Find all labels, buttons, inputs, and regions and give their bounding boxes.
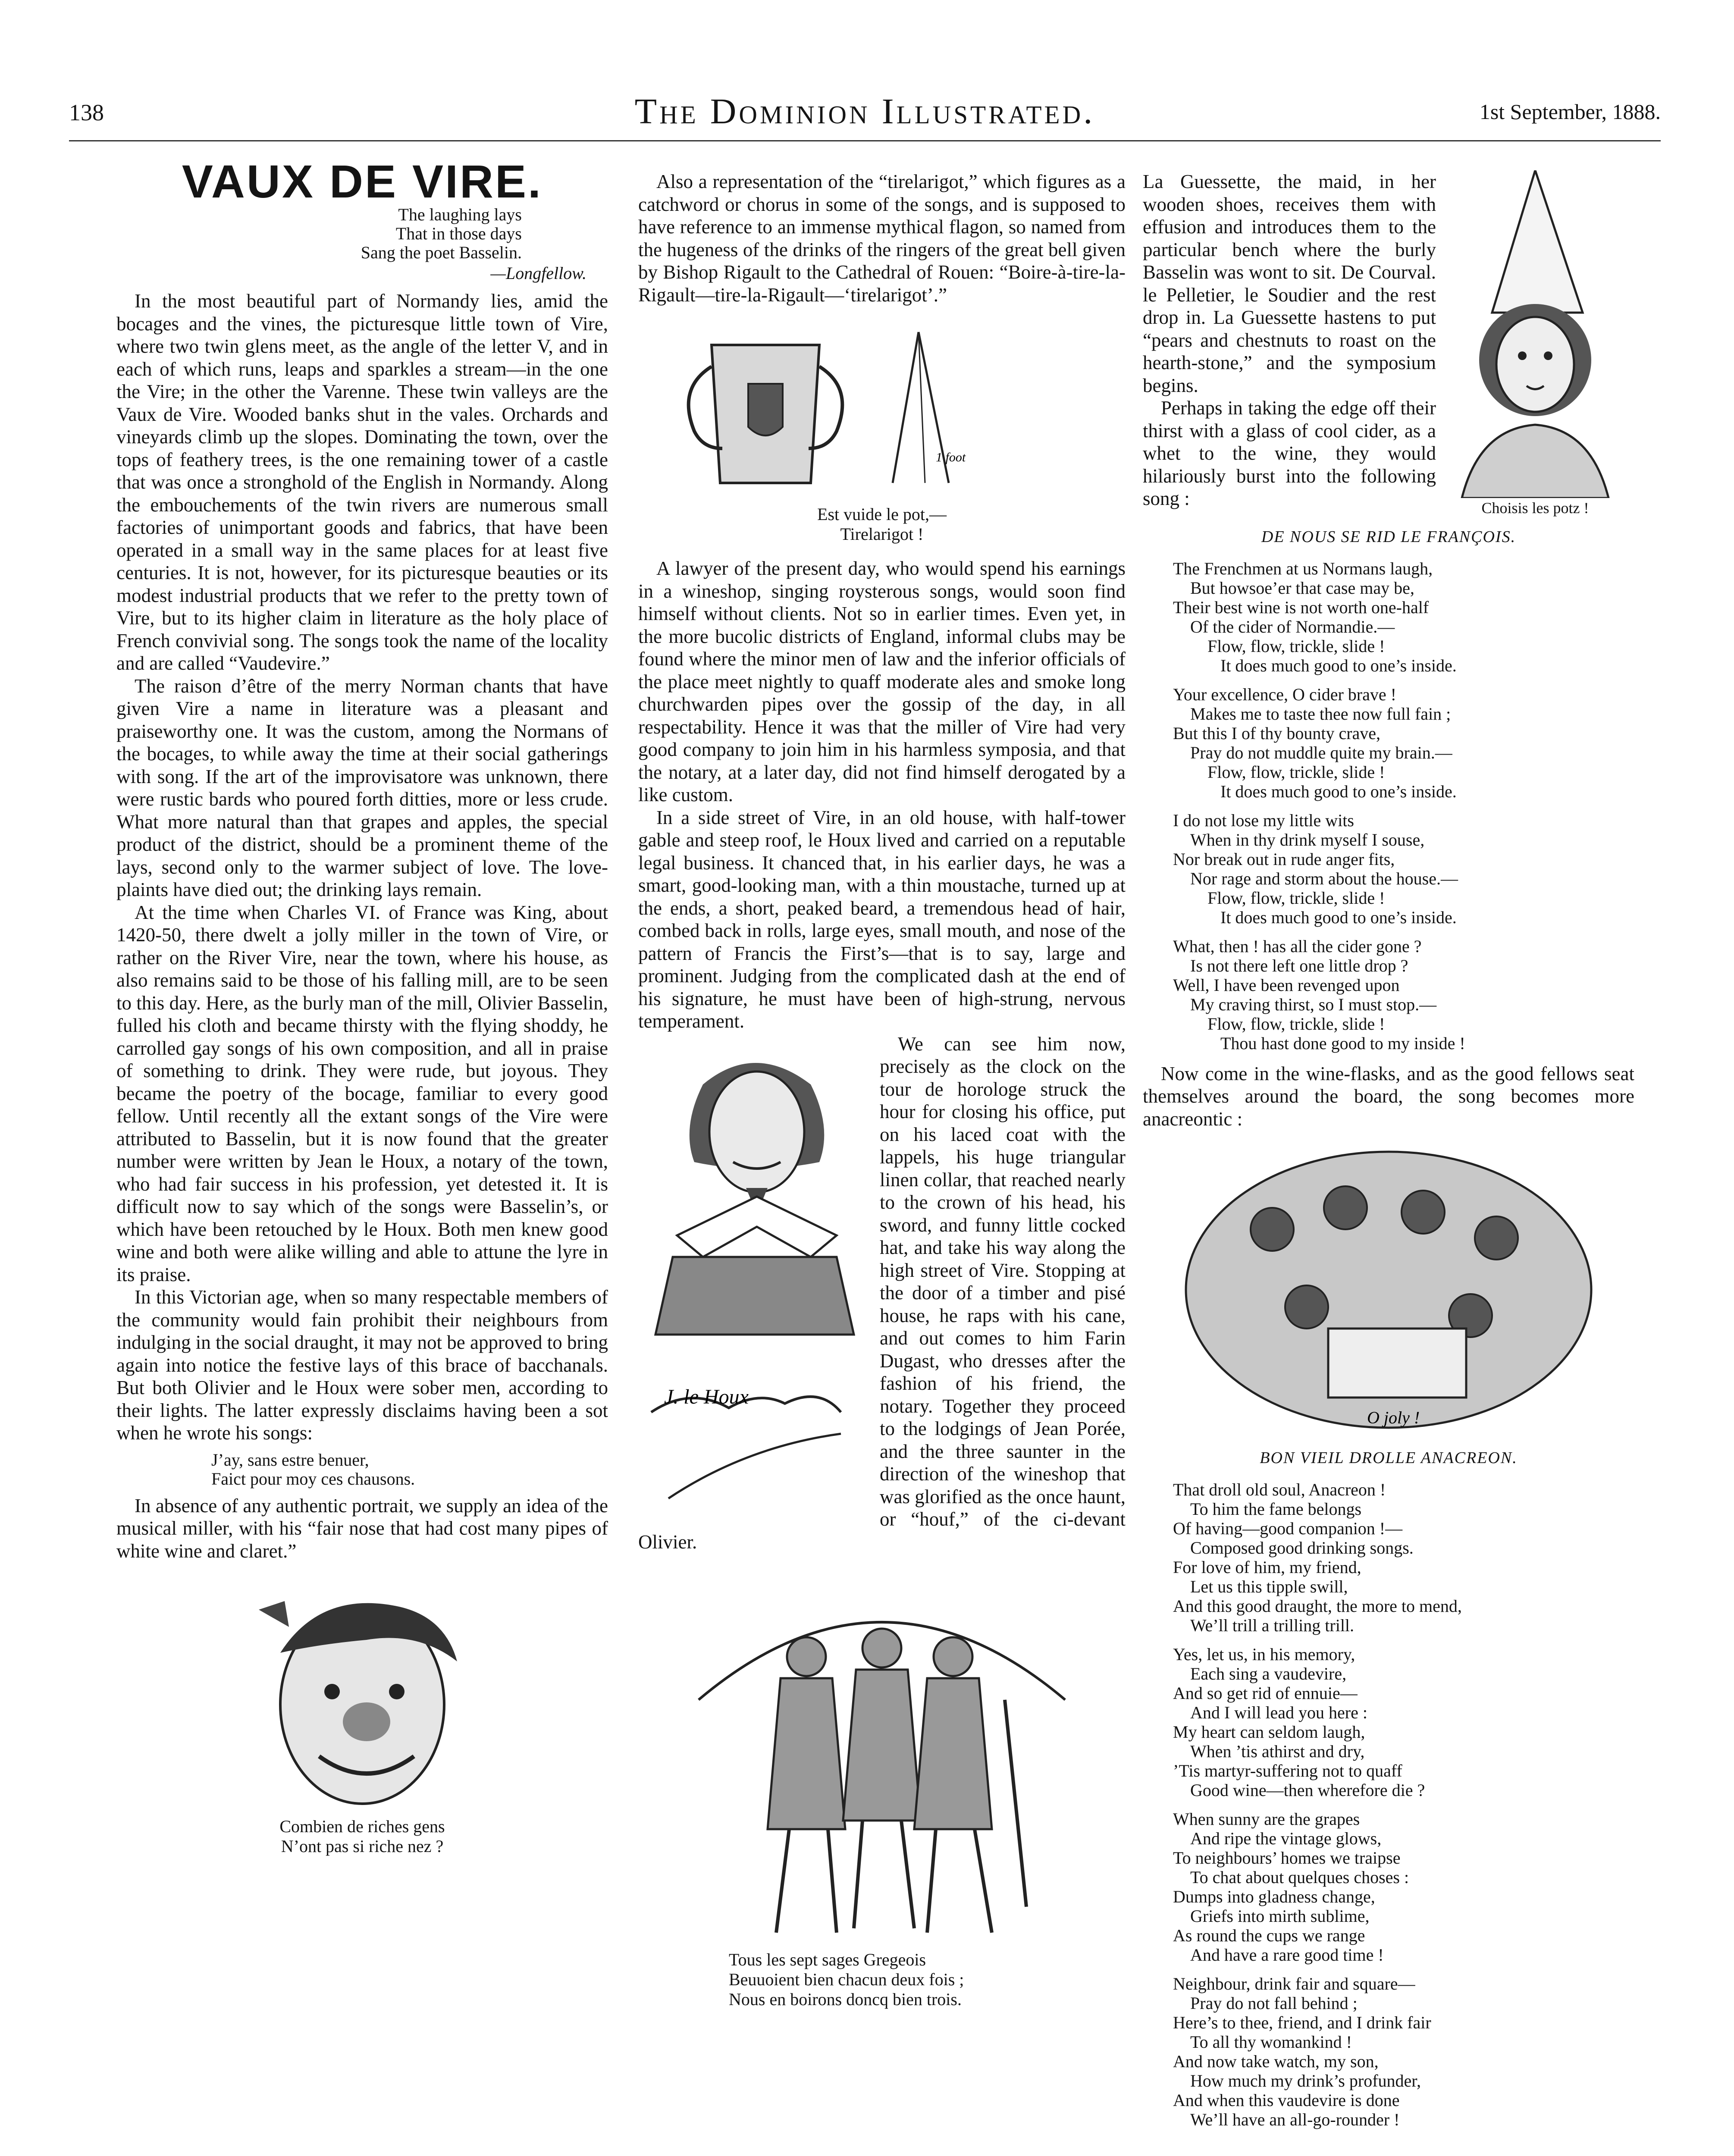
drinkers-label: O joly ! (1367, 1408, 1420, 1427)
paragraph: The raison d’être of the merry Norman chants that have given Vire a name in literature was a pleasant and praiseworthy one. It was the custom, among the Normans of the bocages, to while away the time at their social gatherings with song. If the art of the improvisatore was unknown, there were rustic bards who poured forth ditties, more or less crude. What more natural than that grapes and apples, the special product of the district, should be a prominent theme of the lays, second only to the warmer subject of love. The love-plaints have died out; the drinking lays remain. (116, 675, 608, 900)
verse-line: Dumps into gladness change, (1173, 1887, 1375, 1906)
issue-date: 1st September, 1888. (1479, 100, 1661, 124)
verse-line: When in thy drink myself I souse, (1190, 830, 1425, 849)
miller-caption (116, 1817, 608, 1856)
song-title: DE NOUS SE RID LE FRANÇOIS. (1261, 528, 1516, 546)
paragraph: In absence of any authentic portrait, we supply an idea of the musical miller, with his “fair nose that had cost many pipes of white wine and claret.” (116, 1495, 608, 1562)
stanza (1173, 559, 1634, 675)
verse-line: As round the cups we range (1173, 1925, 1365, 1945)
verse-line: Flow, flow, trickle, slide ! (1207, 1014, 1385, 1034)
tirelarigot-caption (638, 505, 1126, 544)
verse-line: Of having—good companion !— (1173, 1518, 1403, 1538)
three-friends-illustration (638, 1570, 1126, 1950)
verse-line: Pray do not fall behind ; (1190, 1993, 1358, 2013)
verse-line: When sunny are the grapes (1173, 1809, 1360, 1829)
verse-line: Well, I have been revenged upon (1173, 975, 1400, 995)
verse-line: We’ll have an all-go-rounder ! (1190, 2109, 1400, 2129)
verse-line: That droll old soul, Anacreon ! (1173, 1479, 1386, 1499)
maid-caption: Choisis les potz ! (1481, 499, 1589, 517)
verse-line: ’Tis martyr-suffering not to quaff (1173, 1761, 1402, 1780)
verse-line: And so get rid of ennuie— (1173, 1683, 1358, 1703)
verse-line: But this I of thy bounty crave, (1173, 723, 1381, 743)
verse-line: But howsoe’er that case may be, (1190, 578, 1414, 598)
verse-line: And I will lead you here : (1190, 1702, 1367, 1722)
verse-line: Each sing a vaudevire, (1190, 1664, 1347, 1683)
verse-line: Nor break out in rude anger fits, (1173, 849, 1395, 869)
page-number: 138 (69, 100, 104, 125)
maid-illustration (1436, 170, 1634, 515)
verse-line: To neighbours’ homes we traipse (1173, 1848, 1401, 1868)
verse-line: Griefs into mirth sublime, (1190, 1906, 1370, 1926)
verse-line: How much my drink’s profunder, (1190, 2071, 1421, 2090)
verse-line: To chat about quelques choses : (1190, 1867, 1409, 1887)
verse-line: To him the fame belongs (1190, 1499, 1362, 1519)
verse-line: Flow, flow, trickle, slide ! (1207, 636, 1385, 656)
epigraph-line: The laughing lays (398, 204, 522, 224)
quote-line: Faict pour moy ces chausons. (211, 1469, 415, 1489)
verse-line: My craving thirst, so I must stop.— (1190, 994, 1437, 1014)
stanza (1173, 1480, 1634, 1635)
page-header (69, 91, 1661, 138)
stanza (1173, 1974, 1634, 2129)
verse-line: It does much good to one’s inside. (1220, 907, 1457, 927)
verse-line: Pray do not muddle quite my brain.— (1190, 743, 1452, 762)
column-2 (638, 170, 1126, 2009)
verse-line: I do not lose my little wits (1173, 810, 1354, 830)
caption-line: Combien de riches gens (279, 1817, 445, 1836)
verse-line: Is not there left one little drop ? (1190, 956, 1408, 975)
paragraph: Perhaps in taking the edge off their thirst with a glass of cool cider, as a whet to the wine, they would hilariously burst into the following song : (1143, 397, 1436, 509)
sages-caption (638, 1950, 1126, 2009)
caption-line: Tous les sept sages Gregeois (729, 1950, 926, 1969)
verse-line: Thou hast done good to my inside ! (1220, 1033, 1465, 1053)
verse-line: And this good draught, the more to mend, (1173, 1596, 1462, 1616)
verse-line: When ’tis athirst and dry, (1190, 1741, 1365, 1761)
verse-line: Let us this tipple swill, (1190, 1576, 1348, 1596)
verse-line: Yes, let us, in his memory, (1173, 1644, 1355, 1664)
paragraph: La Guessette, the maid, in her wooden shoes, receives them with effusion and introduces them to the particular bench where the burly Basselin was wont to sit. De Courval. le Pelletier, le Soudier and the rest drop in. La Guessette hastens to put “pears and chestnuts to roast on the hearth-stone,” and the symposium begins. (1143, 171, 1436, 396)
article-title: VAUX DE VIRE. (182, 155, 543, 207)
notary-portrait (638, 1033, 880, 1524)
quote-line: J’ay, sans estre benuer, (211, 1450, 369, 1470)
header-rule (69, 140, 1661, 141)
caption-line: Est vuide le pot,— (817, 505, 947, 524)
song-title: BON VIEIL DROLLE ANACREON. (1260, 1449, 1518, 1467)
stanza (1173, 811, 1634, 927)
stanza (1173, 1809, 1634, 1965)
stanza (1173, 685, 1634, 801)
column-1 (116, 155, 608, 1856)
tirelarigot-illustration (638, 319, 1126, 505)
verse-line: And when this vaudevire is done (1173, 2090, 1400, 2110)
verse-line: Good wine—then wherefore die ? (1190, 1780, 1425, 1800)
caption-line: N’ont pas si riche nez ? (281, 1836, 444, 1856)
stanza (1173, 937, 1634, 1053)
caption-line: Nous en boirons doncq bien trois. (729, 1990, 962, 2009)
epigraph-line: That in those days (395, 223, 522, 243)
paragraph: Also a representation of the “tirelarigot,” which figures as a catchword or chorus in some of the songs, and is supposed to have reference to an immense mythical flagon, so named from the hugeness of the drinks of the ringers of the great bell given by Bishop Rigault to the Cathedral of Rouen: “Boire-à-tire-la-Rigault—tire-la-Rigault—‘tirelarigot’.” (638, 171, 1126, 306)
verse-line: Composed good drinking songs. (1190, 1538, 1414, 1557)
verse-line: Your excellence, O cider brave ! (1173, 684, 1396, 704)
song-1 (1143, 559, 1634, 1053)
mug-scale-label: 1 foot (936, 450, 966, 464)
verse-line: To all thy womankind ! (1190, 2032, 1352, 2052)
verse-line: What, then ! has all the cider gone ? (1173, 936, 1422, 956)
verse-line: Flow, flow, trickle, slide ! (1207, 888, 1385, 908)
paragraph: In this Victorian age, when so many respectable members of the community would fain prohibit their neighbours from indulging in the social draught, it may not be approved to bring again into notice the festive lays of this brace of bacchanals. But both Olivier and le Houx were sober men, according to their lights. The latter expressly disclaims having been a sot when he wrote his songs: (116, 1286, 608, 1444)
verse-line: Makes me to taste thee now full fain ; (1190, 704, 1451, 724)
stanza (1173, 1645, 1634, 1800)
verse-line: And have a rare good time ! (1190, 1945, 1384, 1965)
drinkers-illustration (1143, 1143, 1634, 1436)
verse-line: And ripe the vintage glows, (1190, 1828, 1382, 1848)
epigraph (116, 205, 608, 262)
verse-line: It does much good to one’s inside. (1220, 655, 1457, 675)
song-2 (1143, 1480, 1634, 2129)
verse-line: Neighbour, drink fair and square— (1173, 1974, 1415, 1993)
paragraph: At the time when Charles VI. of France was King, about 1420-50, there dwelt a jolly miller in the town of Vire, or rather on the River Vire, near the town, where his house, as also remains said to be those of his falling mill, are to be seen to this day. Here, as the burly man of the mill, Olivier Basselin, fulled his cloth and became thirsty with the flying shoddy, he carrolled gay songs of his own composition, and all in praise of something to drink. They were rude, but joyous. They became the poetry of the bocage, familiar to every good fellow. Until recently all the extant songs of the Vire were attributed to Basselin, but it is now found that the greater number were written by Jean le Houx, a notary of the town, who had fair success in his profession, yet detested it. It is difficult now to say which of the songs were Basselin’s, or which have been retouched by le Houx. Both men knew good wine and both were alike willing and able to attune the lyre in its praise. (116, 901, 608, 1285)
paragraph: We can see him now, precisely as the clock on the tour de horologe struck the hour for closing his office, put on his laced coat with the lappels, his huge triangular linen collar, that reached nearly to the crown of his head, his sword, and funny little cocked hat, and take his way along the high street of Vire. Stopping at the door of a timber and pisé house, he raps with his cane, and out comes to him Farin Dugast, who dresses after the fashion of his friend, the notary. Together they proceed to the lodgings of Jean Porée, and the three saunter in the direction of the wineshop that was glorified as the once haunt, or “houf,” of the ci-devant Olivier. (638, 1033, 1126, 1553)
column-3 (1143, 170, 1634, 2139)
masthead: The Dominion Illustrated. (634, 91, 1095, 132)
paragraph: In the most beautiful part of Normandy lies, amid the bocages and the vines, the picturesque little town of Vire, where two twin glens meet, as the angle of the letter V, and in each of which runs, leaps and sparkles a stream—in the one the Vire; in the other the Varenne. These twin valleys are the Vaux de Vire. Wooded banks shut in the vales. Orchards and vineyards climb up the slopes. Dominating the town, over the tops of feathery trees, is the one remaining tower of a castle that was once a stronghold of the English in Normandy. Along the embouchements of the twin rivers are numerous small factories of unimportant goods and fabrics, that have been operated in a small way in the same places for at least five centuries. It is not, however, for its picturesque beauties or its modest industrial products that we refer to the pretty town of Vire, but to its higher claim in literature as the holy place of French convivial song. The songs took the name of the locality and are called “Vaudevire.” (116, 290, 608, 674)
verse-line: Here’s to thee, friend, and I drink fair (1173, 2012, 1431, 2032)
verse-line: For love of him, my friend, (1173, 1557, 1361, 1577)
verse-line: Nor rage and storm about the house.— (1190, 868, 1458, 888)
verse-line: It does much good to one’s inside. (1220, 781, 1457, 801)
verse-line: Flow, flow, trickle, slide ! (1207, 762, 1385, 782)
verse-line: My heart can seldom laugh, (1173, 1722, 1365, 1742)
block-quote (116, 1451, 608, 1489)
miller-illustration (116, 1575, 608, 1817)
caption-line: Tirelarigot ! (840, 524, 924, 544)
notary-signature: J. le Houx (664, 1385, 749, 1408)
paragraph: A lawyer of the present day, who would spend his earnings in a wineshop, singing roysterous songs, would soon find himself without clients. Not so in earlier times. Even yet, in the more bucolic districts of England, informal clubs may be found where the minor men of law and the inferior officials of the place meet nightly to quaff moderate ales and smoke long churchwarden pipes over the gossip of the day, in all respectability. Hence it was that the miller of Vire had very good company to join him in his harmless symposia, and that the notary, at a later day, did not find himself derogated by a like custom. (638, 558, 1126, 805)
verse-line: Of the cider of Normandie.— (1190, 617, 1395, 636)
paragraph: In a side street of Vire, in an old house, with half-tower gable and steep roof, le Houx lived and carried on a reputable legal business. It chanced that, in his earlier days, he was a smart, good-looking man, with a thin moustache, turned up at the ends, a short, peaked beard, a tremendous head of hair, combed back in rolls, large eyes, small mouth, and nose of the pattern of Francis the First’s—that is to say, large and prominent. Judging from the complicated dash at the end of his signature, he must have been of high-strung, nervous temperament. (638, 806, 1126, 1032)
epigraph-line: Sang the poet Basselin. (361, 242, 522, 262)
verse-line: Their best wine is not worth one-half (1173, 597, 1429, 617)
verse-line: We’ll trill a trilling trill. (1190, 1615, 1355, 1635)
verse-line: And now take watch, my son, (1173, 2051, 1379, 2071)
paragraph: Now come in the wine-flasks, and as the good fellows seat themselves around the board, the song becomes more anacreontic : (1143, 1062, 1634, 1130)
caption-line: Beuuoient bien chacun deux fois ; (729, 1970, 964, 1989)
epigraph-author: —Longfellow. (490, 263, 586, 283)
verse-line: The Frenchmen at us Normans laugh, (1173, 558, 1433, 578)
